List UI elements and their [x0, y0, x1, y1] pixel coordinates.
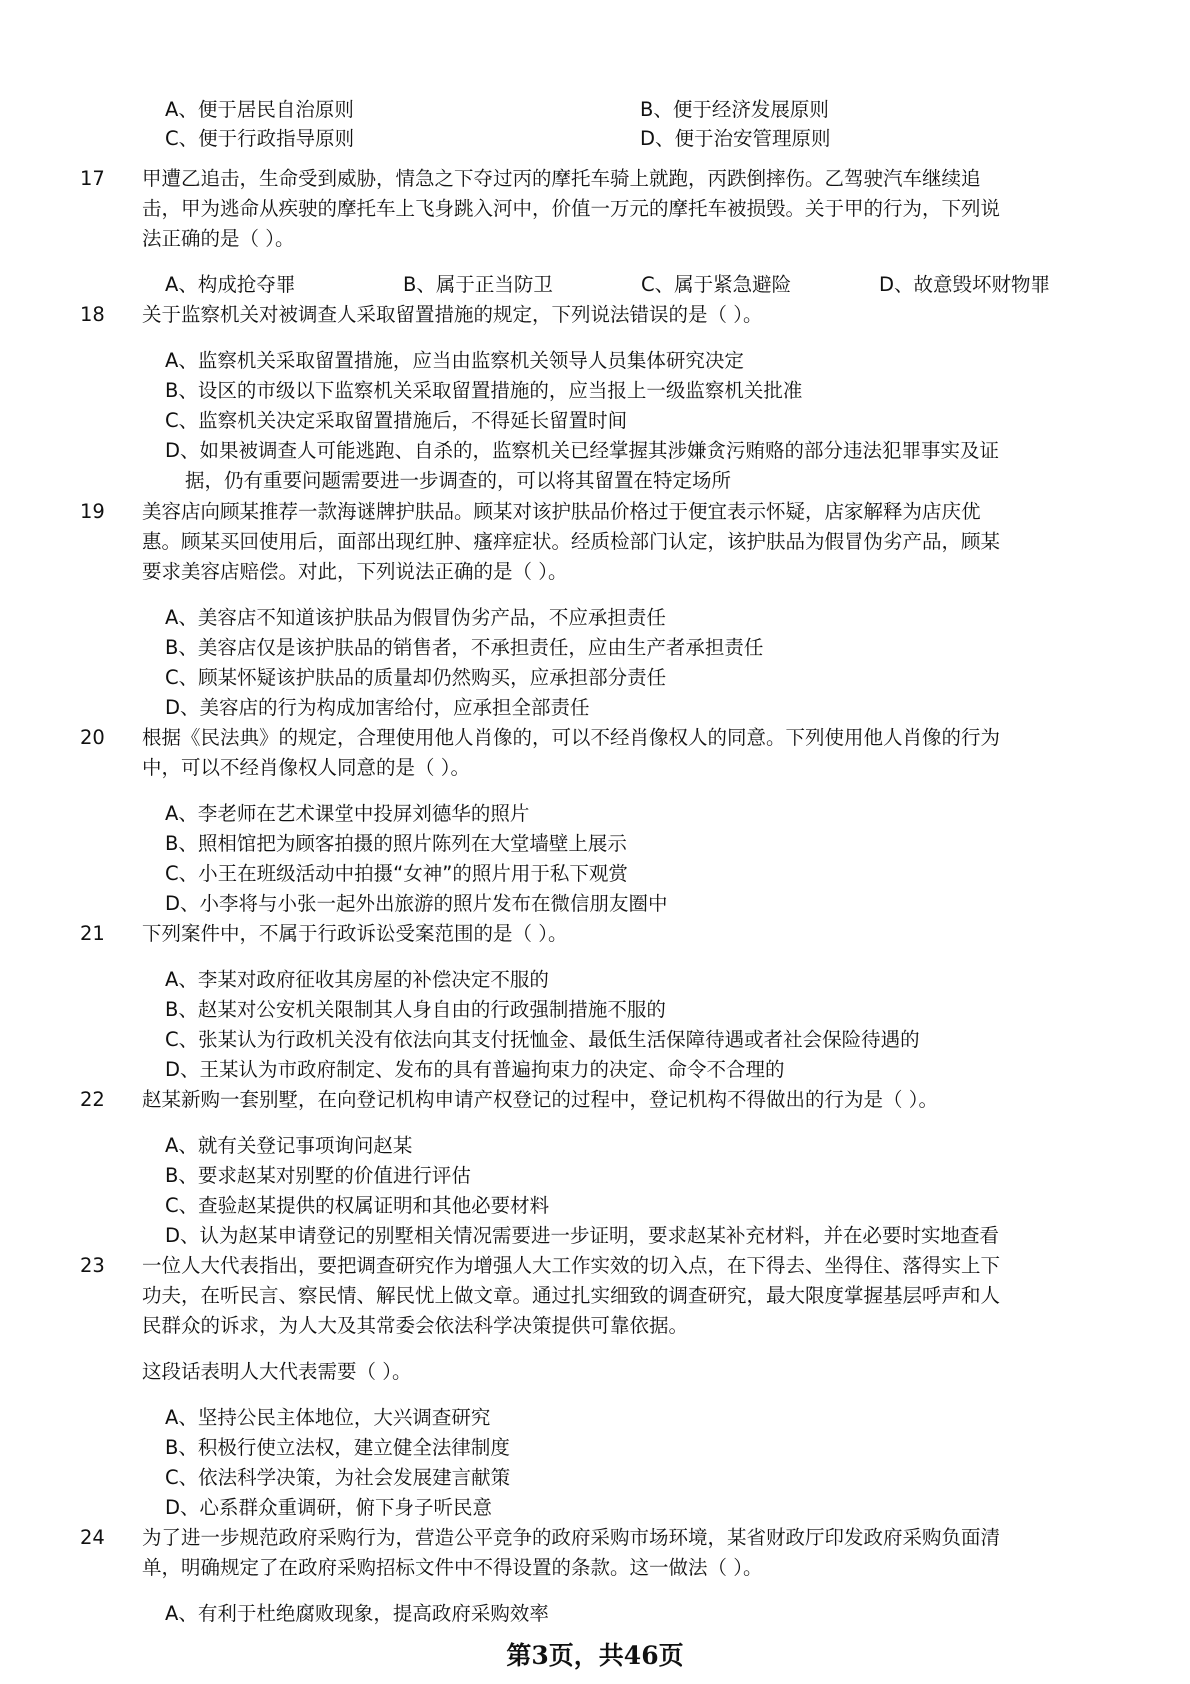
option-line: A、李老师在艺术课堂中投屏刘德华的照片: [165, 802, 530, 825]
page-number-footer: 第3页，共46页: [506, 1641, 684, 1670]
option-line: D、美容店的行为构成加害给付，应承担全部责任: [165, 696, 590, 719]
question-stem-line: 中，可以不经肖像权人同意的是（ ）。: [142, 756, 470, 779]
q16-option-c: C、便于行政指导原则: [165, 127, 355, 150]
question-stem-line: 为了进一步规范政府采购行为，营造公平竞争的政府采购市场环境，某省财政厅印发政府采购负面清: [142, 1526, 1001, 1549]
option-line: C、顾某怀疑该护肤品的质量却仍然购买，应承担部分责任: [165, 666, 667, 689]
question-prompt: 这段话表明人大代表需要（ ）。: [142, 1360, 412, 1383]
option-line: A、坚持公民主体地位，大兴调查研究: [165, 1406, 491, 1429]
q17-option-b: B、属于正当防卫: [403, 273, 553, 296]
option-line: B、照相馆把为顾客拍摄的照片陈列在大堂墙壁上展示: [165, 832, 627, 855]
question-stem-line: 法正确的是（ ）。: [142, 227, 295, 250]
option-line: C、小王在班级活动中拍摄“女神”的照片用于私下观赏: [165, 862, 628, 885]
option-line: A、美容店不知道该护肤品为假冒伪劣产品，不应承担责任: [165, 606, 666, 629]
question-stem-line: 美容店向顾某推荐一款海谜牌护肤品。顾某对该护肤品价格过于便宜表示怀疑，店家解释为店庆优: [142, 500, 981, 523]
question-stem-line: 要求美容店赔偿。对此，下列说法正确的是（ ）。: [142, 560, 568, 583]
option-line: A、有利于杜绝腐败现象，提高政府采购效率: [165, 1602, 549, 1625]
question-number: 24: [80, 1526, 105, 1549]
option-line: C、张某认为行政机关没有依法向其支付抚恤金、最低生活保障待遇或者社会保险待遇的: [165, 1028, 920, 1051]
option-line: A、就有关登记事项询问赵某: [165, 1134, 413, 1157]
question-stem-line: 民群众的诉求，为人大及其常委会依法科学决策提供可靠依据。: [142, 1314, 689, 1337]
option-line: A、李某对政府征收其房屋的补偿决定不服的: [165, 968, 549, 991]
question-stem-line: 击，甲为逃命从疾驶的摩托车上飞身跳入河中，价值一万元的摩托车被损毁。关于甲的行为，下列说: [142, 197, 1001, 220]
question-number: 19: [80, 500, 105, 523]
option-line: B、赵某对公安机关限制其人身自由的行政强制措施不服的: [165, 998, 666, 1021]
question-stem-line: 赵某新购一套别墅，在向登记机构申请产权登记的过程中，登记机构不得做出的行为是（ ）。: [142, 1088, 938, 1111]
question-stem-line: 单，明确规定了在政府采购招标文件中不得设置的条款。这一做法（ ）。: [142, 1556, 763, 1579]
option-line: C、查验赵某提供的权属证明和其他必要材料: [165, 1194, 550, 1217]
question-stem-line: 根据《民法典》的规定，合理使用他人肖像的，可以不经肖像权人的同意。下列使用他人肖像的行为: [142, 726, 1001, 749]
option-line: B、积极行使立法权，建立健全法律制度: [165, 1436, 510, 1459]
option-line: B、美容店仅是该护肤品的销售者，不承担责任，应由生产者承担责任: [165, 636, 764, 659]
q16-option-d: D、便于治安管理原则: [640, 127, 831, 150]
question-number: 22: [80, 1088, 105, 1111]
option-line: C、依法科学决策，为社会发展建言献策: [165, 1466, 511, 1489]
question-number: 18: [80, 303, 105, 326]
q16-option-a: A、便于居民自治原则: [165, 98, 354, 121]
question-number: 20: [80, 726, 105, 749]
option-line: D、心系群众重调研，俯下身子听民意: [165, 1496, 493, 1519]
question-stem-line: 关于监察机关对被调查人采取留置措施的规定，下列说法错误的是（ ）。: [142, 303, 763, 326]
question-number: 21: [80, 922, 105, 945]
q17-option-a: A、构成抢夺罪: [165, 273, 296, 296]
q17-option-d: D、故意毁坏财物罪: [879, 273, 1051, 296]
question-stem-line: 甲遭乙追击，生命受到威胁，情急之下夺过丙的摩托车骑上就跑，丙跌倒摔伤。乙驾驶汽车继续追: [142, 167, 981, 190]
option-line: D、如果被调查人可能逃跑、自杀的，监察机关已经掌握其涉嫌贪污贿赂的部分违法犯罪事实及证: [165, 439, 1000, 462]
question-stem-line: 一位人大代表指出，要把调查研究作为增强人大工作实效的切入点，在下得去、坐得住、落得实上下: [142, 1254, 1001, 1277]
option-line: B、要求赵某对别墅的价值进行评估: [165, 1164, 471, 1187]
option-line: C、监察机关决定采取留置措施后，不得延长留置时间: [165, 409, 628, 432]
option-line: B、设区的市级以下监察机关采取留置措施的，应当报上一级监察机关批准: [165, 379, 803, 402]
question-stem-line: 下列案件中，不属于行政诉讼受案范围的是（ ）。: [142, 922, 568, 945]
question-stem-line: 功夫，在听民言、察民情、解民忧上做文章。通过扎实细致的调查研究，最大限度掌握基层呼声和人: [142, 1284, 1001, 1307]
option-line: 据，仍有重要问题需要进一步调查的，可以将其留置在特定场所: [185, 469, 732, 492]
question-number: 17: [80, 167, 105, 190]
option-line: D、认为赵某申请登记的别墅相关情况需要进一步证明，要求赵某补充材料，并在必要时实地查看: [165, 1224, 1000, 1247]
question-number: 23: [80, 1254, 105, 1277]
option-line: A、监察机关采取留置措施，应当由监察机关领导人员集体研究决定: [165, 349, 744, 372]
q17-option-c: C、属于紧急避险: [641, 273, 792, 296]
question-stem-line: 惠。顾某买回使用后，面部出现红肿、瘙痒症状。经质检部门认定，该护肤品为假冒伪劣产品，顾某: [142, 530, 1001, 553]
option-line: D、小李将与小张一起外出旅游的照片发布在微信朋友圈中: [165, 892, 668, 915]
q16-option-b: B、便于经济发展原则: [640, 98, 829, 121]
option-line: D、王某认为市政府制定、发布的具有普遍拘束力的决定、命令不合理的: [165, 1058, 785, 1081]
